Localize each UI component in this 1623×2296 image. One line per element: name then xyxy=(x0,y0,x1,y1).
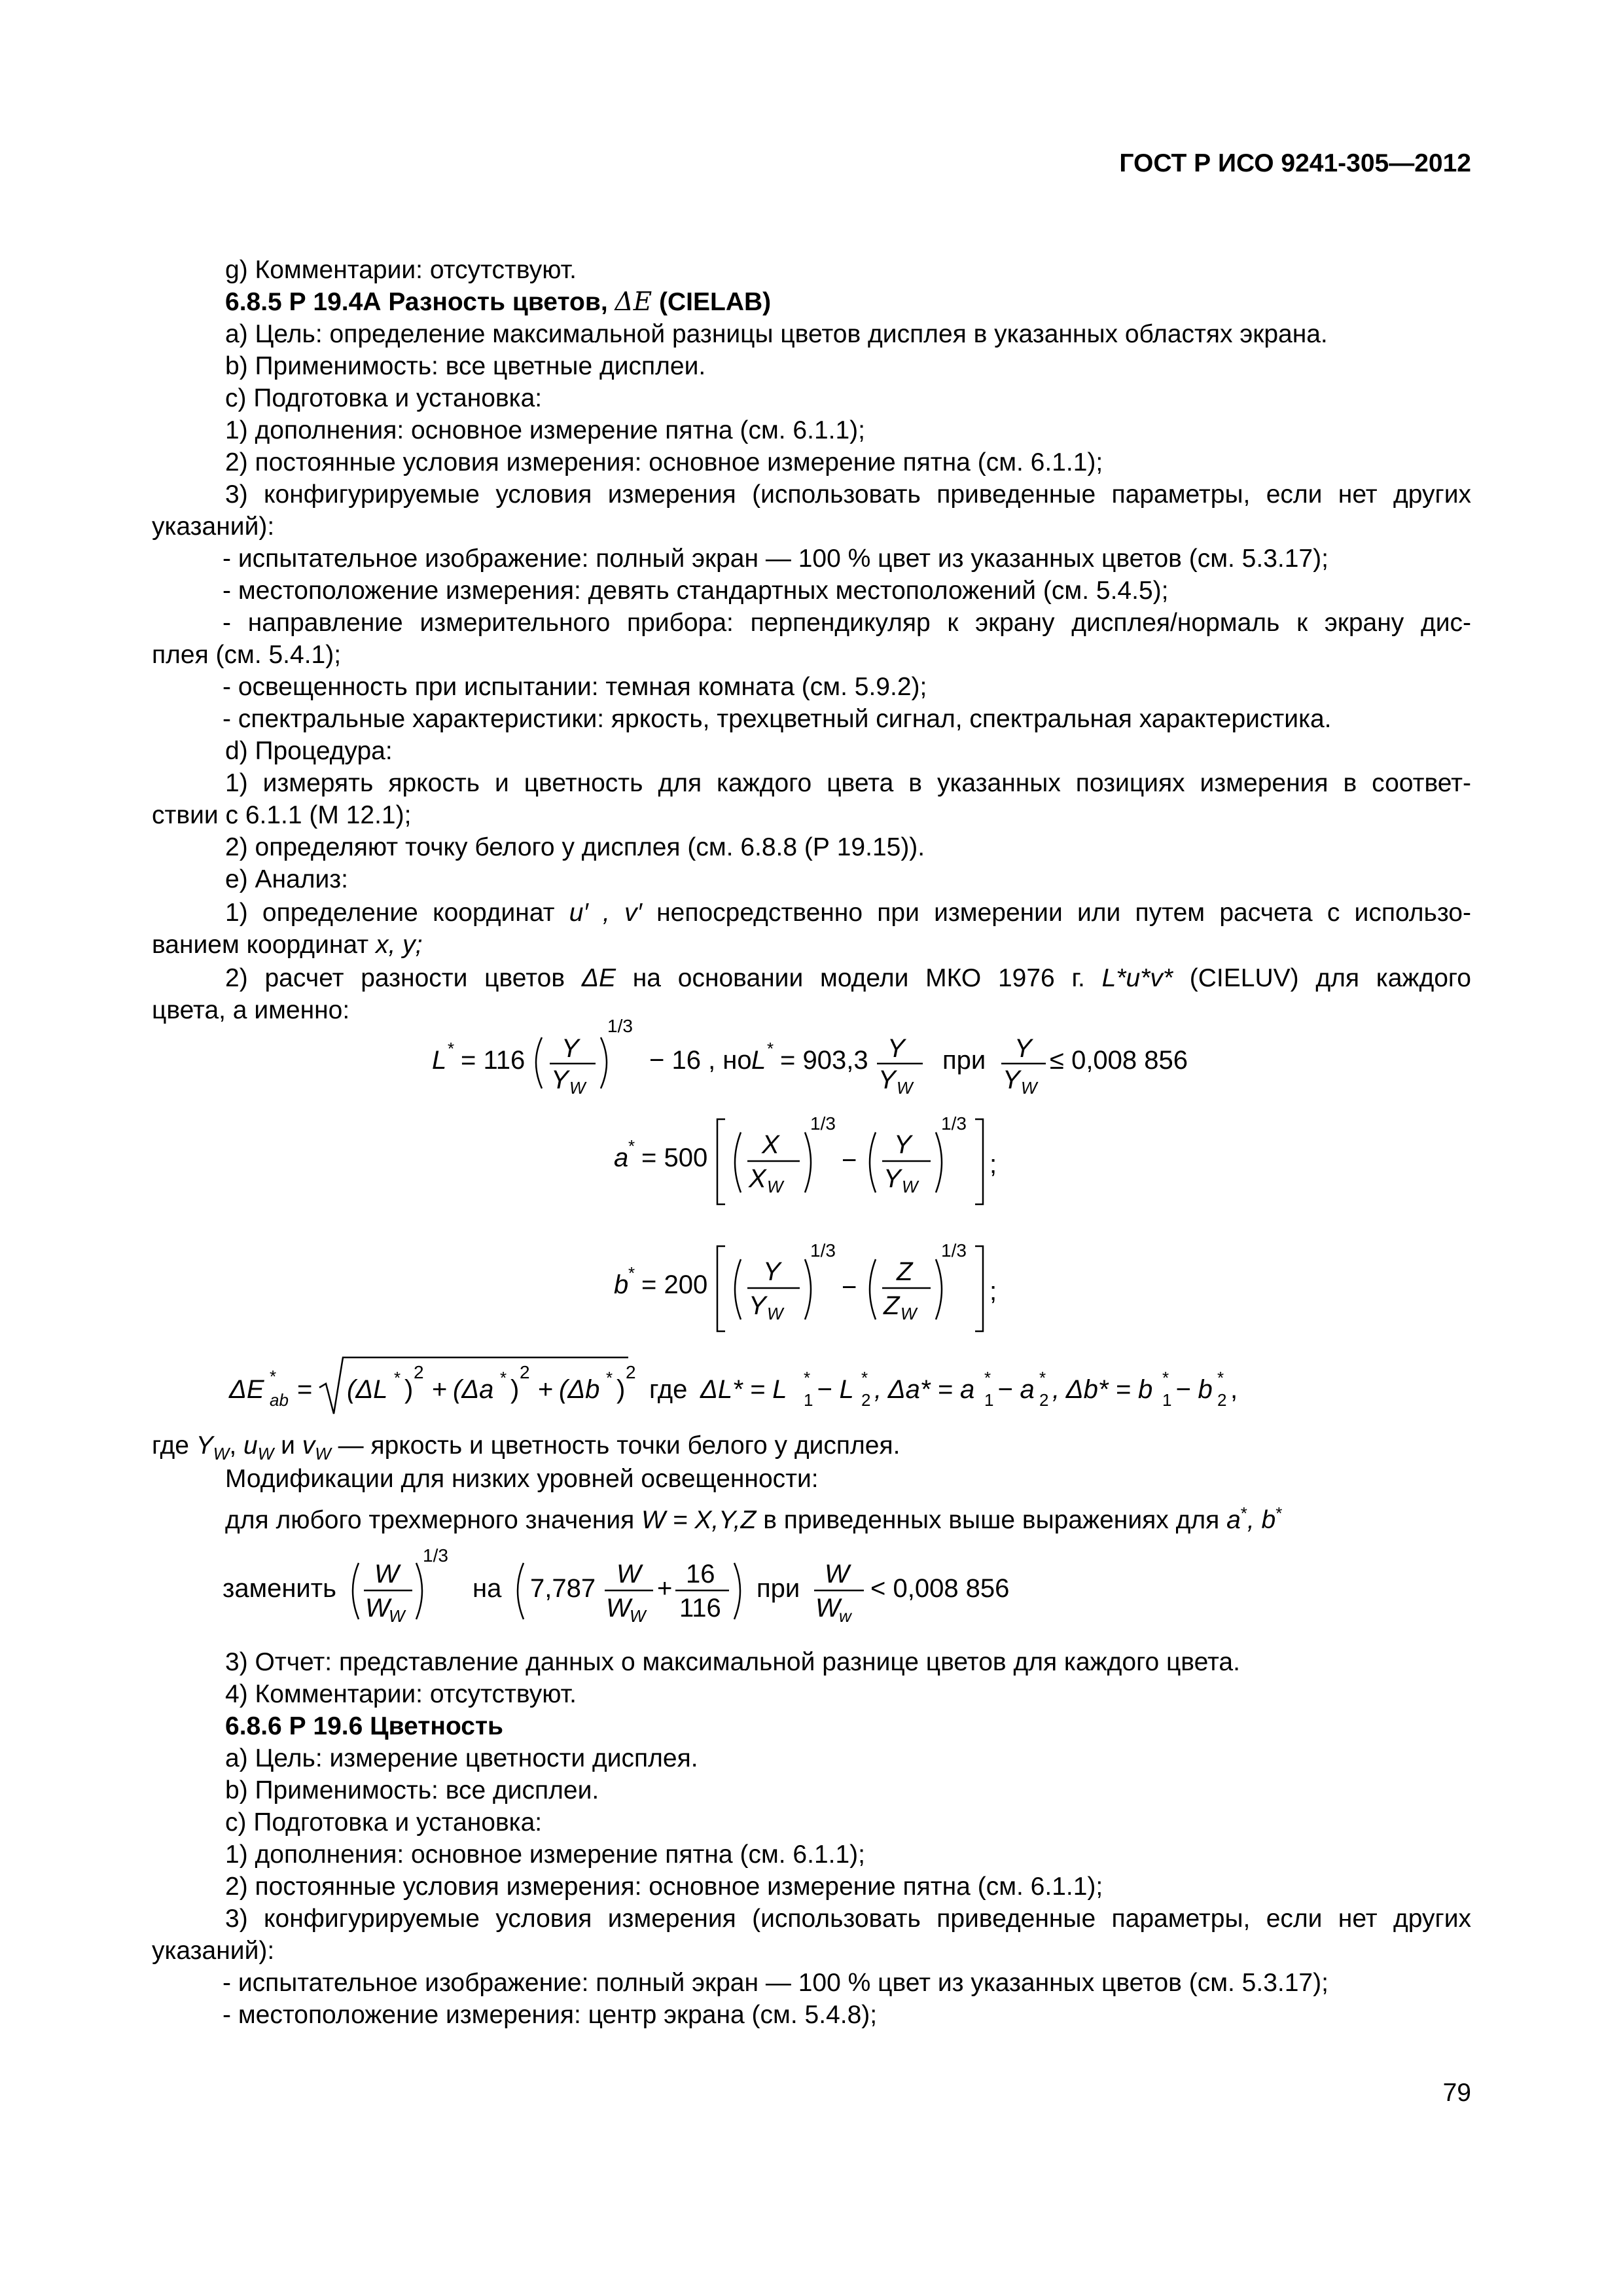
svg-text:1: 1 xyxy=(804,1390,813,1410)
svg-text:, Δa* = a: , Δa* = a xyxy=(874,1375,975,1404)
svg-text:1: 1 xyxy=(1162,1390,1172,1410)
svg-text:Y: Y xyxy=(562,1034,579,1063)
svg-text:W: W xyxy=(767,1177,783,1196)
text-line: c) Подготовка и установка: xyxy=(225,384,543,412)
svg-text:*: * xyxy=(500,1368,507,1388)
svg-text:1: 1 xyxy=(984,1390,994,1410)
text-line: указаний): xyxy=(152,1937,275,1965)
document-header: ГОСТ Р ИСО 9241-305—2012 xyxy=(1119,149,1471,177)
svg-text:2: 2 xyxy=(414,1362,424,1382)
svg-text:= 200: = 200 xyxy=(641,1270,708,1299)
svg-text:*: * xyxy=(767,1039,774,1058)
svg-text:2: 2 xyxy=(1039,1390,1049,1410)
text-line: g) Комментарии: отсутствуют. xyxy=(225,256,577,284)
text-line: 3) конфигурируемые условия измерения (использовать приведенные параметры, если нет других xyxy=(225,1905,1471,1933)
svg-text:2: 2 xyxy=(520,1362,530,1382)
text-line: b) Применимость: все дисплеи. xyxy=(225,1776,599,1804)
svg-text:,: , xyxy=(1230,1375,1238,1404)
svg-text:− 16 , но: − 16 , но xyxy=(649,1046,752,1075)
svg-text:где: где xyxy=(649,1375,688,1404)
text-line: а) Цель: измерение цветности дисплея. xyxy=(225,1744,698,1772)
svg-text:*: * xyxy=(394,1368,401,1388)
svg-text:−: − xyxy=(842,1146,857,1175)
svg-text:2: 2 xyxy=(626,1362,636,1382)
svg-text:− a: − a xyxy=(997,1375,1035,1404)
svg-text:2: 2 xyxy=(861,1390,871,1410)
svg-text:+: + xyxy=(432,1375,448,1404)
svg-text:W: W xyxy=(897,1078,913,1096)
formula-lightness xyxy=(419,1011,1257,1096)
text-line: 2) расчет разности цветов ΔE на основании модели МКО 1976 г. L*u*v* (CIELUV) для каждого xyxy=(225,964,1471,992)
svg-text:*: * xyxy=(448,1039,455,1058)
svg-text:X: X xyxy=(762,1130,779,1159)
svg-text:−: − xyxy=(842,1273,857,1302)
svg-text:на: на xyxy=(473,1574,502,1603)
formula-low-light xyxy=(216,1538,1067,1630)
svg-text:): ) xyxy=(616,1375,626,1404)
svg-text:< 0,008 856: < 0,008 856 xyxy=(870,1574,1010,1603)
svg-text:Z: Z xyxy=(883,1291,900,1320)
svg-text:W: W xyxy=(389,1606,405,1626)
svg-text:ΔE: ΔE xyxy=(229,1375,264,1404)
svg-text:2: 2 xyxy=(1217,1390,1227,1410)
svg-text:Y: Y xyxy=(894,1130,912,1159)
text-line: 2) постоянные условия измерения: основное измерение пятна (см. 6.1.1); xyxy=(225,448,1103,476)
svg-text:(ΔL: (ΔL xyxy=(347,1375,388,1404)
svg-text:L: L xyxy=(432,1046,447,1075)
svg-text:116: 116 xyxy=(679,1594,721,1623)
svg-text:*: * xyxy=(628,1263,635,1283)
text-line: ствии с 6.1.1 (М 12.1); xyxy=(152,801,412,829)
svg-text:;: ; xyxy=(990,1277,997,1306)
bullet-item: - испытательное изображение: полный экран — 100 % цвет из указанных цветов (см. 5.3.17); xyxy=(223,1969,1329,1997)
svg-text:L: L xyxy=(751,1046,766,1075)
svg-text:7,787: 7,787 xyxy=(530,1574,596,1603)
svg-text:1/3: 1/3 xyxy=(607,1016,633,1036)
svg-text:*: * xyxy=(861,1368,868,1388)
text-line: плея (см. 5.4.1); xyxy=(152,641,342,669)
bullet-item: - освещенность при испытании: темная комната (см. 5.9.2); xyxy=(223,673,927,701)
svg-text:− L: − L xyxy=(817,1375,854,1404)
svg-text:заменить: заменить xyxy=(223,1574,336,1603)
text-line: b) Применимость: все цветные дисплеи. xyxy=(225,352,706,380)
svg-text:): ) xyxy=(404,1375,414,1404)
svg-text:1/3: 1/3 xyxy=(810,1240,836,1261)
text-line: 2) постоянные условия измерения: основное измерение пятна (см. 6.1.1); xyxy=(225,1873,1103,1901)
text-line: c) Подготовка и установка: xyxy=(225,1808,543,1837)
bullet-item: - местоположение измерения: центр экрана (см. 5.4.8); xyxy=(223,2001,878,2029)
svg-text:1/3: 1/3 xyxy=(423,1545,448,1566)
svg-text:W: W xyxy=(1021,1078,1037,1096)
text-line: 3) Отчет: представление данных о максимальной разнице цветов для каждого цвета. xyxy=(225,1648,1240,1676)
bullet-item: - спектральные характеристики: яркость, трехцветный сигнал, спектральная характеристика. xyxy=(223,705,1332,733)
text-line: 4) Комментарии: отсутствуют. xyxy=(225,1680,577,1708)
svg-text:W: W xyxy=(825,1560,849,1588)
bullet-item: - направление измерительного прибора: перпендикуляр к экрану дисплея/нормаль к экрану дис- xyxy=(223,609,1471,637)
svg-text:W: W xyxy=(616,1560,641,1588)
formula-delta-e xyxy=(223,1348,1400,1420)
svg-text:W: W xyxy=(767,1304,783,1323)
svg-text:, Δb* = b: , Δb* = b xyxy=(1052,1375,1153,1404)
svg-text:при: при xyxy=(942,1046,986,1075)
svg-text:*: * xyxy=(606,1368,613,1388)
svg-text:− b: − b xyxy=(1175,1375,1213,1404)
svg-text:*: * xyxy=(984,1368,991,1388)
text-line: 1) дополнения: основное измерение пятна (см. 6.1.1); xyxy=(225,1840,865,1869)
text-line: ванием координат x, y; xyxy=(152,931,423,959)
svg-text:*: * xyxy=(804,1368,811,1388)
svg-text:ab: ab xyxy=(270,1390,289,1410)
svg-text:Y: Y xyxy=(763,1257,781,1286)
svg-text:*: * xyxy=(1162,1368,1169,1388)
svg-text:W: W xyxy=(374,1560,399,1588)
svg-text:*: * xyxy=(1039,1368,1046,1388)
svg-text:W: W xyxy=(569,1078,586,1096)
svg-text:при: при xyxy=(757,1574,800,1603)
svg-text:+: + xyxy=(657,1574,673,1603)
svg-text:*: * xyxy=(628,1136,635,1156)
svg-text:=: = xyxy=(297,1375,313,1404)
svg-text:1/3: 1/3 xyxy=(941,1240,967,1261)
text-line: d) Процедура: xyxy=(225,737,393,765)
svg-text:*: * xyxy=(1217,1368,1224,1388)
svg-text:Y: Y xyxy=(1003,1066,1020,1094)
svg-text:W: W xyxy=(902,1177,918,1196)
svg-text:Z: Z xyxy=(897,1257,913,1286)
svg-text:Y: Y xyxy=(883,1164,901,1193)
section-heading: 6.8.5 Р 19.4А Разность цветов, ΔE (CIELAB) xyxy=(225,287,772,317)
svg-text:= 903,3: = 903,3 xyxy=(780,1046,868,1075)
text-line: 1) измерять яркость и цветность для каждого цвета в указанных позициях измерения в соответ- xyxy=(225,769,1471,797)
page-number: 79 xyxy=(1442,2079,1471,2107)
svg-text:Y: Y xyxy=(1014,1034,1032,1063)
bullet-item: - местоположение измерения: девять стандартных местоположений (см. 5.4.5); xyxy=(223,577,1169,605)
text-line: 1) дополнения: основное измерение пятна (см. 6.1.1); xyxy=(225,416,865,444)
svg-text:): ) xyxy=(510,1375,520,1404)
svg-text:ΔL* = L: ΔL* = L xyxy=(700,1375,787,1404)
svg-text:Y: Y xyxy=(749,1291,766,1320)
svg-text:W: W xyxy=(815,1594,840,1623)
svg-text:*: * xyxy=(270,1367,277,1386)
svg-text:+: + xyxy=(538,1375,554,1404)
svg-text:W: W xyxy=(365,1594,390,1623)
svg-text:(Δa: (Δa xyxy=(453,1375,494,1404)
svg-text:= 116: = 116 xyxy=(461,1046,526,1075)
text-line: Модификации для низких уровней освещенности: xyxy=(225,1465,819,1493)
svg-text:Y: Y xyxy=(887,1034,905,1063)
svg-text:W: W xyxy=(606,1594,631,1623)
text-line: для любого трехмерного значения W = X,Y,Z в приведенных выше выражениях для a*, b* xyxy=(225,1503,1283,1534)
bullet-item: - испытательное изображение: полный экран — 100 % цвет из указанных цветов (см. 5.3.17); xyxy=(223,545,1329,573)
formula-a-star xyxy=(609,1106,1067,1211)
text-line: 3) конфигурируемые условия измерения (использовать приведенные параметры, если нет других xyxy=(225,480,1471,509)
svg-text:W: W xyxy=(901,1304,917,1323)
text-line: указаний): xyxy=(152,512,275,541)
svg-text:= 500: = 500 xyxy=(641,1143,708,1172)
text-line: 2) определяют точку белого у дисплея (см. 6.8.8 (Р 19.15)). xyxy=(225,833,925,861)
svg-text:;: ; xyxy=(990,1150,997,1179)
text-line: а) Цель: определение максимальной разницы цветов дисплея в указанных областях экрана. xyxy=(225,320,1328,348)
svg-text:W: W xyxy=(630,1606,646,1626)
svg-text:Y: Y xyxy=(551,1066,569,1094)
svg-text:16: 16 xyxy=(686,1560,715,1588)
formula-b-star xyxy=(609,1233,1067,1338)
svg-text:w: w xyxy=(839,1606,851,1626)
svg-text:≤ 0,008 856: ≤ 0,008 856 xyxy=(1050,1046,1188,1075)
svg-text:X: X xyxy=(749,1164,766,1193)
text-line: цвета, а именно: xyxy=(152,996,350,1024)
text-line: 1) определение координат u′ , v′ непосредственно при измерении или путем расчета с использо- xyxy=(225,899,1471,927)
svg-text:b: b xyxy=(614,1270,629,1299)
svg-text:Y: Y xyxy=(878,1066,896,1094)
svg-text:(Δb: (Δb xyxy=(559,1375,600,1404)
text-line: е) Анализ: xyxy=(225,865,349,893)
svg-text:a: a xyxy=(614,1143,629,1172)
section-heading: 6.8.6 Р 19.6 Цветность xyxy=(225,1712,504,1740)
svg-text:1/3: 1/3 xyxy=(810,1113,836,1134)
text-line: где $Y_W$, $u_W$ и $v_W$ — яркость и цветность точки белого у дисплея. xyxy=(152,1431,901,1463)
svg-text:1/3: 1/3 xyxy=(941,1113,967,1134)
